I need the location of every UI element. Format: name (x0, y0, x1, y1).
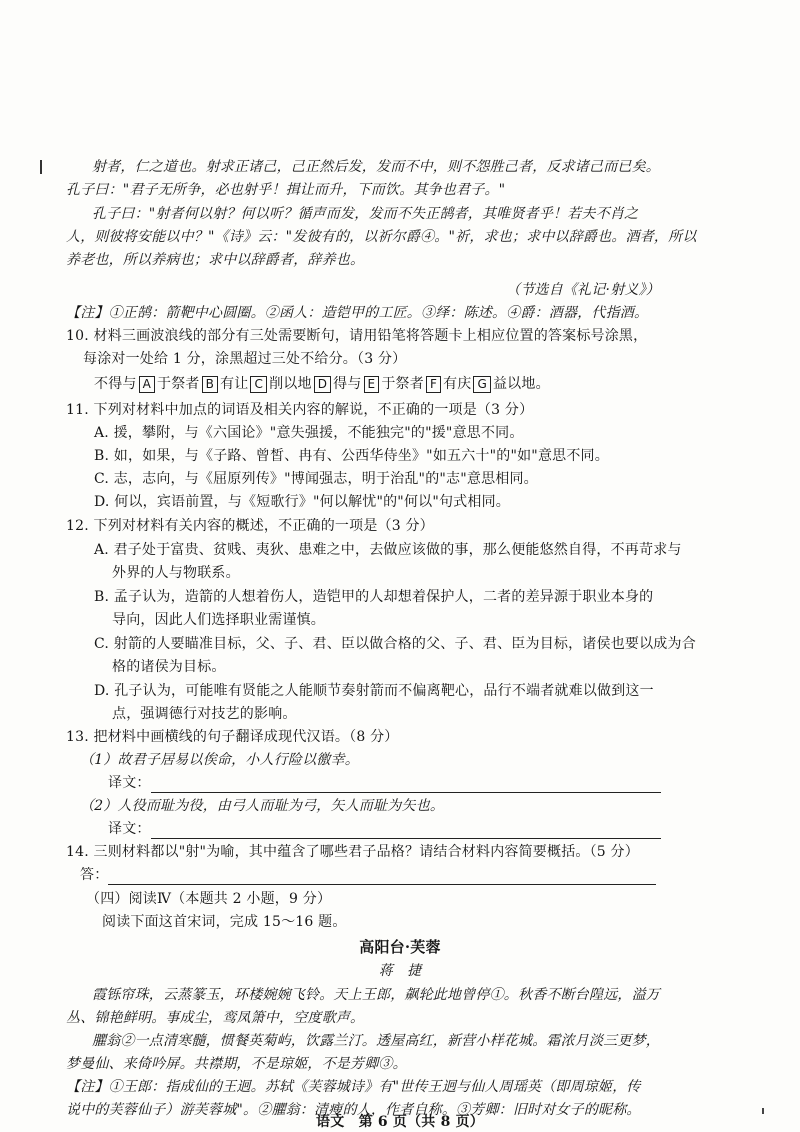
q12-option-b-cont: 导向，因此人们选择职业需谨慎。 (112, 612, 325, 628)
q10-sentence (94, 374, 550, 394)
scan-margin-mark (762, 1108, 764, 1114)
poem-title: 高阳台·芙蓉 (359, 938, 441, 956)
translation-label: 译文： (108, 775, 151, 791)
q10-text: 不得与 (94, 376, 137, 392)
passage-line: 养老也，所以养病也；求中以辞爵者，辞养也。 (66, 252, 365, 268)
poem-line: 霞铄帘珠，云蒸篆玉，环楼婉婉飞铃。天上王郎，飙轮此地曾停①。秋香不断台隍远，溢万 (92, 987, 660, 1003)
q10-text: 益以地。 (492, 376, 550, 392)
poem-line: 梦曼仙、来倚吟屏。共襟期，不是琼姬，不是芳卿③。 (66, 1056, 407, 1072)
q10-box-g[interactable]: G (473, 376, 491, 393)
q10-text: 于祭者 (381, 376, 424, 392)
passage-line: 射者，仁之道也。射求正诸己，己正然后发，发而不中，则不怨胜己者，反求诸己而已矣。 (92, 159, 660, 175)
q10-box-f[interactable]: F (426, 376, 441, 393)
q12-option-a[interactable]: A. 君子处于富贵、贫贱、夷狄、患难之中，去做应该做的事，那么便能悠然自得，不再苛求与 (94, 542, 682, 558)
answer-blank[interactable] (151, 778, 661, 793)
section-header: （四）阅读Ⅳ（本题共 2 小题，9 分） (86, 891, 332, 907)
q13-answer-2 (108, 819, 661, 839)
q10-text: 得与 (333, 376, 362, 392)
passage-source: （节选自《礼记·射义》） (506, 282, 660, 298)
q12-option-c[interactable]: C. 射箭的人要瞄准目标，父、子、君、臣以做合格的父、子、君、臣为目标，诸侯也要以成为合 (94, 636, 696, 652)
q10-text: 有庆 (443, 376, 472, 392)
scan-margin-mark (40, 160, 42, 174)
translation-label: 译文： (108, 821, 151, 837)
answer-label: 答： (80, 867, 109, 883)
q10-text: 于祭者 (157, 376, 200, 392)
q12-option-c-cont: 格的诸侯为目标。 (112, 659, 226, 675)
q11-option-b[interactable]: B. 如，如果，与《子路、曾皙、冉有、公西华侍坐》"如五六十"的"如"意思不同。 (94, 448, 609, 464)
q14-answer (80, 865, 656, 885)
q13-sentence-1: （1）故君子居易以俟命，小人行险以徼幸。 (80, 752, 359, 768)
answer-blank[interactable] (151, 824, 661, 839)
q11-option-d[interactable]: D. 何以，宾语前置，与《短歌行》"何以解忧"的"何以"句式相同。 (94, 494, 510, 510)
q11-option-c[interactable]: C. 志，志向，与《屈原列传》"博闻强志，明于治乱"的"志"意思相同。 (94, 471, 538, 487)
poem-note: 【注】①王郎：指成仙的王迥。苏轼《芙蓉城诗》有"世传王迥与仙人周瑶英（即周琼姬，传 (66, 1079, 641, 1095)
poem-note: 说中的芙蓉仙子）游芙蓉城"。②臞翁：清瘦的人，作者自称。③芳卿：旧时对女子的昵称。 (66, 1102, 641, 1118)
q10-text: 削以地 (269, 376, 312, 392)
q10-box-a[interactable]: A (139, 376, 155, 393)
q13-stem: 13. 把材料中画横线的句子翻译成现代汉语。（8 分） (66, 729, 399, 745)
section-instruction: 阅读下面这首宋词，完成 15～16 题。 (102, 914, 347, 930)
passage-line: 人，则彼将安能以中？"《诗》云："发彼有的，以祈尔爵④。"祈，求也；求中以辞爵也。酒者，所以 (66, 229, 697, 245)
q13-answer-1 (108, 773, 661, 793)
q14-stem: 14. 三则材料都以"射"为喻，其中蕴含了哪些君子品格？请结合材料内容简要概括。（5 分） (66, 844, 639, 860)
q12-option-a-cont: 外界的人与物联系。 (112, 565, 240, 581)
poem-author: 蒋 捷 (378, 963, 422, 979)
q10-box-e[interactable]: E (364, 376, 380, 393)
q12-stem: 12. 下列对材料有关内容的概述，不正确的一项是（3 分） (66, 518, 434, 534)
q12-option-d-cont: 点，强调德行对技艺的影响。 (112, 706, 297, 722)
q10-box-b[interactable]: B (202, 376, 218, 393)
passage-line: 孔子曰："君子无所争，必也射乎！揖让而升，下而饮。其争也君子。" (66, 182, 506, 198)
q10-box-c[interactable]: C (250, 376, 267, 393)
passage-line: 孔子曰："射者何以射？何以听？循声而发，发而不失正鹄者，其唯贤者乎！若夫不肖之 (92, 206, 639, 222)
q12-option-b[interactable]: B. 孟子认为，造箭的人想着伤人，造铠甲的人却想着保护人，二者的差异源于职业本身的 (94, 589, 654, 605)
q11-stem: 11. 下列对材料中加点的词语及相关内容的解说，不正确的一项是（3 分） (66, 402, 534, 418)
q13-sentence-2: （2）人役而耻为役，由弓人而耻为弓，矢人而耻为矢也。 (80, 798, 445, 814)
poem-line: 臞翁②一点清寒髓，惯餐英菊屿，饮露兰汀。透屋高红，新营小样花城。霜浓月淡三更梦， (92, 1033, 660, 1049)
q12-option-d[interactable]: D. 孔子认为，可能唯有贤能之人能顺节奏射箭而不偏离靶心，品行不端者就难以做到这一 (94, 683, 654, 699)
answer-blank[interactable] (108, 870, 656, 885)
q10-box-d[interactable]: D (314, 376, 331, 393)
q10-text: 有让 (220, 376, 249, 392)
q11-option-a[interactable]: A. 援，攀附，与《六国论》"意失强援，不能独完"的"援"意思不同。 (94, 425, 524, 441)
poem-line: 丛、锦艳鲜明。事成尘，鸾凤箫中，空度歌声。 (66, 1010, 365, 1026)
q10-stem-cont: 每涂对一处给 1 分，涂黑超过三处不给分。（3 分） (83, 351, 407, 367)
q10-stem: 10. 材料三画波浪线的部分有三处需要断句，请用铅笔将答题卡上相应位置的答案标号涂黑， (66, 328, 648, 344)
passage-note: 【注】①正鹄：箭靶中心圆圈。②函人：造铠甲的工匠。③绎：陈述。④爵：酒器，代指酒。 (66, 305, 649, 321)
page-footer: 语文 第 6 页（共 8 页） (316, 1114, 484, 1130)
